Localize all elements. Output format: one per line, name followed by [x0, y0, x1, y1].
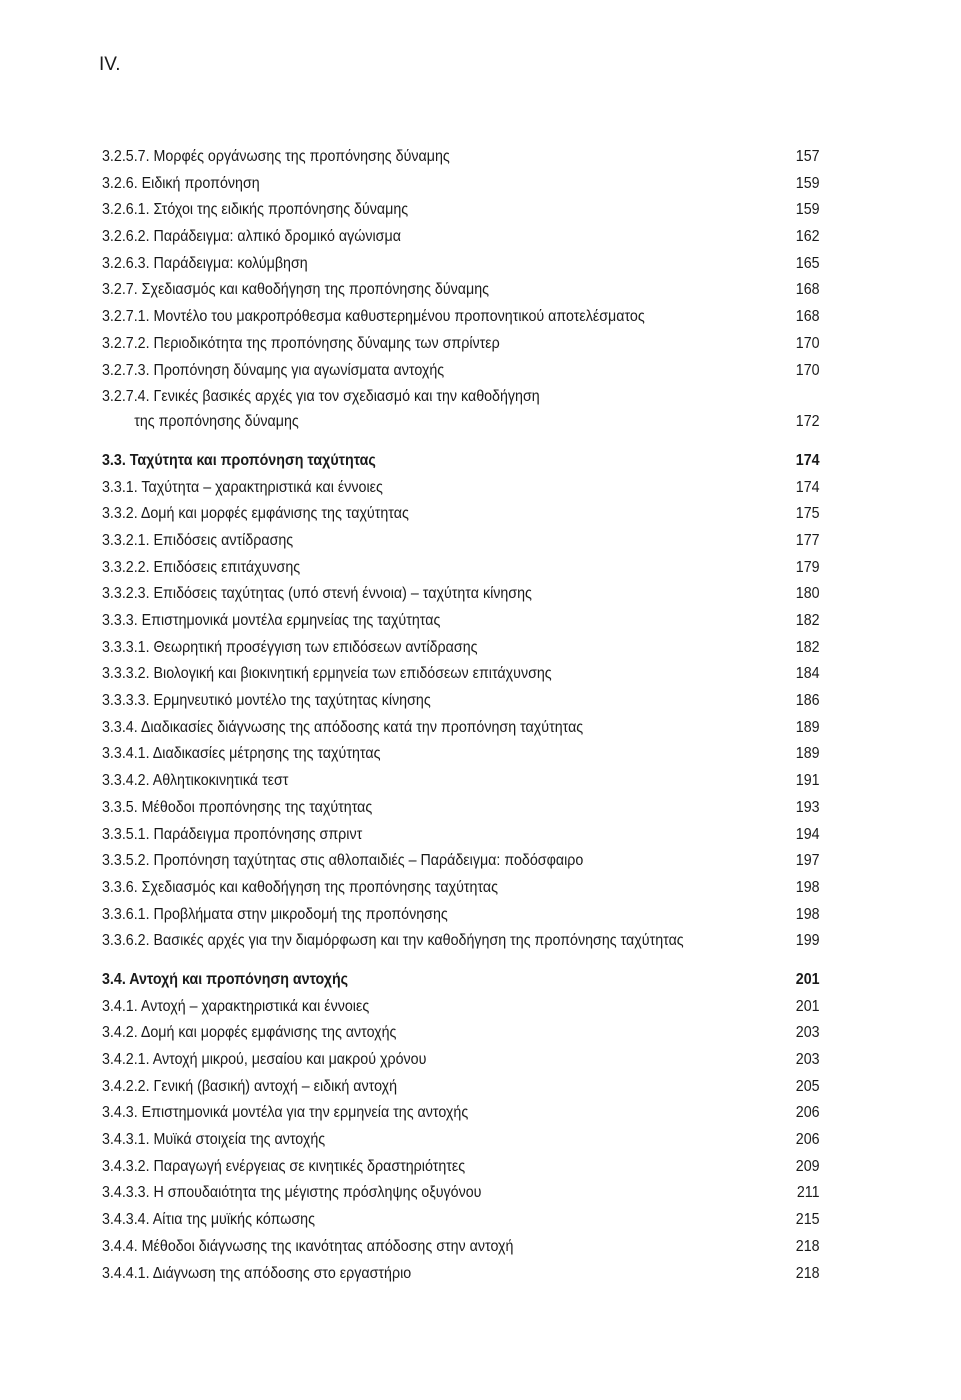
- toc-entry-text: Περιοδικότητα της προπόνησης δύναμης των σπρίντερ: [153, 334, 500, 352]
- toc-entry-title: [102, 688, 431, 715]
- toc-entry-title: [102, 1180, 481, 1207]
- toc-entry: [102, 528, 820, 555]
- toc-entry: [102, 928, 820, 955]
- toc-entry-text: Διαδικασίες μέτρησης της ταχύτητας: [152, 745, 381, 763]
- toc-entry-text: Επιδόσεις ταχύτητας (υπό στενή έννοια) – ταχύτητα κίνησης: [153, 585, 532, 603]
- toc-entry-title: [102, 528, 293, 555]
- toc-page-number: 159: [795, 174, 820, 192]
- toc-entry-title: [102, 875, 498, 902]
- toc-entry-title: [102, 848, 583, 875]
- toc-entry-title: [102, 224, 401, 251]
- toc-page-number: 194: [795, 825, 820, 843]
- toc-entry-title: [102, 967, 348, 994]
- toc-entry-text: Μυϊκά στοιχεία της αντοχής: [153, 1131, 326, 1149]
- toc-page-number: 198: [795, 878, 820, 896]
- toc-entry: [102, 994, 820, 1021]
- toc-entry-text: Βασικές αρχές για την διαμόρφωση και την καθοδήγηση της προπόνησης ταχύτητας: [153, 932, 684, 950]
- toc-entry-text: Δομή και μορφές εμφάνισης της αντοχής: [140, 1024, 397, 1042]
- toc-entry-title: [102, 635, 478, 662]
- toc-entry-number: 3.4.4.1.: [102, 1264, 150, 1282]
- toc-entry: [102, 358, 820, 385]
- toc-entry-title: [102, 251, 308, 278]
- toc-entry-title: [102, 608, 440, 635]
- toc-page-number: 170: [795, 334, 820, 352]
- toc-page-number: 191: [795, 772, 820, 790]
- toc-entry-number: 3.2.7.1.: [102, 308, 150, 326]
- toc-entry-title: [102, 501, 409, 528]
- toc-page-number: 218: [795, 1264, 820, 1282]
- toc-entry: [102, 661, 820, 688]
- toc-entry-title: [102, 384, 540, 411]
- toc-entry-title: [102, 994, 369, 1021]
- toc-entry-text: Γενική (βασική) αντοχή – ειδική αντοχή: [153, 1077, 398, 1095]
- toc-entry-number: 3.4.3.4.: [102, 1211, 150, 1229]
- toc-entry-title: [102, 1074, 397, 1101]
- toc-entry-number: 3.2.6.: [102, 174, 138, 192]
- toc-entry-number: 3.2.7.3.: [102, 361, 150, 379]
- toc-page-number: 159: [795, 201, 820, 219]
- toc-entry-title: [102, 331, 500, 358]
- toc-entry-text: Επιδόσεις επιτάχυνσης: [153, 558, 301, 576]
- toc-entry-title: [102, 795, 372, 822]
- toc-entry-text: Επιστημονικά μοντέλα για την ερμηνεία της αντοχής: [141, 1104, 469, 1122]
- toc-page-number: 198: [795, 905, 820, 923]
- toc-entry-text: Διάγνωση της απόδοσης στο εργαστήριο: [152, 1264, 412, 1282]
- toc-entry-title: [102, 475, 383, 502]
- toc-page-number: 203: [795, 1051, 820, 1068]
- toc-entry-title: [102, 448, 376, 475]
- toc-page-number: 209: [795, 1157, 820, 1175]
- toc-entry-number: 3.3.3.2.: [102, 665, 150, 683]
- toc-entry-text: Αντοχή και προπόνηση αντοχής: [129, 970, 349, 988]
- toc-entry-number: 3.3.2.: [102, 505, 138, 523]
- toc-entry-number: 3.3.4.1.: [102, 745, 150, 763]
- toc-entry: [102, 1234, 820, 1261]
- toc-entry-text: Μοντέλο του μακροπρόθεσμα καθυστερημένου προπονητικού αποτελέσματος: [153, 308, 645, 326]
- toc-page-number: 189: [795, 745, 820, 763]
- toc-entry: [102, 715, 820, 742]
- toc-entry-text: Αίτια της μυϊκής κόπωσης: [152, 1211, 315, 1229]
- toc-entry-title: [102, 1234, 513, 1261]
- toc-entry-title: [102, 1100, 468, 1127]
- toc-entry: [102, 1180, 820, 1207]
- toc-entry-number: 3.4.3.1.: [102, 1131, 150, 1149]
- toc-entry: [102, 848, 820, 875]
- toc-entry: [102, 251, 820, 278]
- toc-entry-number: 3.4.1.: [102, 997, 138, 1015]
- toc-entry: [102, 741, 820, 768]
- page-number: IV.: [99, 54, 121, 75]
- toc-page-number: 186: [795, 692, 820, 710]
- toc-entry-text: Στόχοι της ειδικής προπόνησης δύναμης: [153, 201, 409, 219]
- toc-entry-text: Μέθοδοι προπόνησης της ταχύτητας: [141, 798, 373, 816]
- toc-entry: [102, 1207, 820, 1234]
- toc-entry-number: 3.2.6.1.: [102, 201, 150, 219]
- toc-page-number: 182: [795, 638, 820, 656]
- toc-entry-title: [102, 1154, 465, 1181]
- toc-entry-number: 3.4.: [102, 970, 126, 988]
- toc-entry: [102, 1020, 820, 1047]
- toc-page-number: 168: [795, 308, 820, 326]
- toc-entry: [102, 1154, 820, 1181]
- toc-entry-title: [102, 171, 260, 198]
- toc-entry-number: 3.2.6.3.: [102, 254, 150, 272]
- toc-page-number: 203: [795, 1024, 820, 1042]
- toc-entry-number: 3.4.3.2.: [102, 1157, 150, 1175]
- toc-page-number: 211: [796, 1184, 820, 1202]
- toc-entry: [102, 171, 820, 198]
- toc-entry-text: Σχεδιασμός και καθοδήγηση της προπόνησης ταχύτητας: [141, 878, 499, 896]
- toc-entry-title: [102, 928, 684, 955]
- toc-entry-title: [102, 1207, 315, 1234]
- toc-entry-text: Βιολογική και βιοκινητική ερμηνεία των επιδόσεων επιτάχυνσης: [153, 665, 552, 683]
- toc-entry-number: 3.2.5.7.: [102, 148, 150, 165]
- toc-page-number: 197: [795, 852, 820, 870]
- toc-entry-text: Επιστημονικά μοντέλα ερμηνείας της ταχύτητας: [141, 612, 441, 629]
- toc-page-number: 174: [795, 478, 820, 496]
- toc-entry-text: Ειδική προπόνηση: [141, 174, 260, 192]
- toc-page-number: 184: [795, 665, 820, 683]
- toc-page-number: 206: [795, 1131, 820, 1149]
- toc-entry-title: [102, 197, 408, 224]
- toc-entry-text: Σχεδιασμός και καθοδήγηση της προπόνησης δύναμης: [141, 281, 490, 299]
- toc-entry-title: [102, 1127, 325, 1154]
- toc-entry: [102, 1047, 820, 1074]
- toc-entry: [102, 475, 820, 502]
- toc-page-number: 206: [795, 1104, 820, 1122]
- toc-page-number: 175: [795, 505, 820, 523]
- toc-entry-text: Διαδικασίες διάγνωσης της απόδοσης κατά την προπόνηση ταχύτητας: [140, 718, 584, 736]
- toc-entry-number: 3.2.7.: [102, 281, 138, 299]
- toc-entry-title: [102, 1020, 396, 1047]
- toc-entry: [102, 304, 820, 331]
- toc-entry-number: 3.3.2.1.: [102, 531, 150, 549]
- toc-page-number: 189: [795, 718, 820, 736]
- toc-entry-text: Παράδειγμα: κολύμβηση: [153, 254, 308, 272]
- toc-entry-title: [102, 741, 380, 768]
- toc-entry: [102, 1261, 820, 1288]
- toc-entry: [102, 795, 820, 822]
- toc-entry: [102, 277, 820, 304]
- toc-entry-title: [102, 768, 288, 795]
- toc-entry: [102, 1100, 820, 1127]
- toc-entry: [102, 875, 820, 902]
- toc-page-number: 180: [795, 585, 820, 603]
- toc-entry-text: Αθλητικοκινητικά τεστ: [152, 772, 289, 790]
- toc-entry-number: 3.3.3.3.: [102, 692, 150, 710]
- toc-entry-text: Γενικές βασικές αρχές για τον σχεδιασμό και την καθοδήγηση: [153, 388, 540, 406]
- toc-entry: [102, 501, 820, 528]
- toc-entry: [102, 768, 820, 795]
- toc-entry-number: 3.4.2.: [102, 1024, 138, 1042]
- toc-page-number: 182: [795, 612, 820, 629]
- toc-entry-text: της προπόνησης δύναμης: [134, 413, 299, 431]
- toc-entry-title: [102, 661, 552, 688]
- toc-page-number: 157: [795, 148, 820, 165]
- toc-entry-number: 3.3.: [102, 451, 126, 469]
- toc-entry: [102, 1074, 820, 1101]
- toc-entry-title: [102, 902, 448, 929]
- toc-entry: [102, 384, 766, 409]
- toc-entry-text: Ταχύτητα και προπόνηση ταχύτητας: [129, 451, 376, 469]
- toc-entry: [102, 224, 820, 251]
- toc-page-number: 162: [795, 228, 820, 246]
- toc-entry-number: 3.3.3.: [102, 612, 138, 629]
- toc-entry-number: 3.3.6.1.: [102, 905, 150, 923]
- toc-entry: [102, 1127, 820, 1154]
- table-of-contents: [102, 144, 824, 1287]
- toc-entry-number: 3.3.5.1.: [102, 825, 150, 843]
- toc-entry-title: [102, 304, 645, 331]
- toc-entry-title: [102, 1047, 426, 1074]
- toc-entry-text: Παράδειγμα: αλπικό δρομικό αγώνισμα: [153, 228, 401, 246]
- toc-entry-number: 3.3.3.1.: [102, 638, 150, 656]
- toc-page-number: 170: [795, 361, 820, 379]
- toc-entry-text: Προπόνηση δύναμης για αγωνίσματα αντοχής: [153, 361, 445, 379]
- toc-page-number: 193: [795, 798, 820, 816]
- toc-entry-number: 3.3.2.3.: [102, 585, 150, 603]
- toc-entry: [102, 822, 820, 849]
- toc-entry-text: Επιδόσεις αντίδρασης: [153, 531, 294, 549]
- toc-entry-text: Η σπουδαιότητα της μέγιστης πρόσληψης οξυγόνου: [153, 1184, 482, 1202]
- toc-entry: [102, 581, 820, 608]
- toc-page-number: 218: [795, 1237, 820, 1255]
- toc-entry-number: 3.3.4.2.: [102, 772, 150, 790]
- toc-entry: [102, 331, 820, 358]
- toc-page-number: 168: [795, 281, 820, 299]
- toc-entry: [102, 197, 820, 224]
- toc-page-number: 215: [795, 1211, 820, 1229]
- toc-entry: [102, 555, 820, 582]
- toc-section-heading: [102, 448, 820, 475]
- toc-entry-text: Παράδειγμα προπόνησης σπριντ: [153, 825, 363, 843]
- toc-entry-title: [102, 144, 450, 171]
- toc-page-number: 205: [795, 1077, 820, 1095]
- toc-entry-title: [102, 715, 583, 742]
- toc-entry-number: 3.4.3.: [102, 1104, 138, 1122]
- toc-entry-title: [102, 555, 300, 582]
- toc-page-number: 201: [795, 997, 820, 1015]
- toc-entry-number: 3.3.6.: [102, 878, 138, 896]
- toc-entry-text: Μέθοδοι διάγνωσης της ικανότητας απόδοσης στην αντοχή: [141, 1237, 514, 1255]
- toc-entry-text: Δομή και μορφές εμφάνισης της ταχύτητας: [140, 505, 409, 523]
- toc-entry-number: 3.4.4.: [102, 1237, 138, 1255]
- toc-entry-number: 3.3.5.2.: [102, 852, 150, 870]
- toc-entry: [102, 688, 820, 715]
- toc-entry-text: Προπόνηση ταχύτητας στις αθλοπαιδιές – Παράδειγμα: ποδόσφαιρο: [153, 852, 584, 870]
- toc-page-number: 177: [795, 531, 820, 549]
- toc-entry-number: 3.4.3.3.: [102, 1184, 150, 1202]
- toc-entry-continuation: [102, 409, 820, 436]
- toc-page-number: 199: [795, 932, 820, 950]
- toc-entry-title: [102, 581, 532, 608]
- toc-entry-title: [102, 822, 362, 849]
- toc-page-number: 201: [795, 970, 820, 988]
- toc-entry-number: 3.2.6.2.: [102, 228, 150, 246]
- toc-page-number: 165: [795, 254, 820, 272]
- toc-entry-number: 3.4.2.2.: [102, 1077, 150, 1095]
- toc-entry-title: [102, 1261, 411, 1288]
- toc-entry-text: Ερμηνευτικό μοντέλο της ταχύτητας κίνησης: [153, 692, 431, 710]
- toc-entry-text: Ταχύτητα – χαρακτηριστικά και έννοιες: [141, 478, 383, 496]
- toc-entry-text: Αντοχή – χαρακτηριστικά και έννοιες: [140, 997, 370, 1015]
- toc-page-number: 172: [795, 413, 820, 431]
- toc-entry-title: [102, 358, 444, 385]
- toc-section-heading: [102, 967, 820, 994]
- toc-entry: [102, 902, 820, 929]
- toc-entry-text: Προβλήματα στην μικροδομή της προπόνησης: [153, 905, 448, 923]
- toc-page-number: 179: [795, 558, 820, 576]
- toc-entry-number: 3.3.1.: [102, 478, 138, 496]
- toc-entry: [102, 144, 820, 171]
- toc-entry-title: [102, 277, 489, 304]
- toc-entry-text: Μορφές οργάνωσης της προπόνησης δύναμης: [153, 148, 450, 165]
- toc-entry-text: Αντοχή μικρού, μεσαίου και μακρού χρόνου: [152, 1051, 427, 1068]
- toc-entry-number: 3.3.5.: [102, 798, 138, 816]
- toc-entry: [102, 635, 820, 662]
- toc-entry-number: 3.2.7.2.: [102, 334, 150, 352]
- toc-entry-number: 3.2.7.4.: [102, 388, 150, 406]
- toc-entry-number: 3.4.2.1.: [102, 1051, 150, 1068]
- toc-entry-text: Παραγωγή ενέργειας σε κινητικές δραστηριότητες: [153, 1157, 466, 1175]
- toc-entry-number: 3.3.4.: [102, 718, 138, 736]
- toc-entry-text: Θεωρητική προσέγγιση των επιδόσεων αντίδρασης: [153, 638, 478, 656]
- toc-entry: [102, 608, 820, 635]
- toc-entry-number: 3.3.6.2.: [102, 932, 150, 950]
- toc-page-number: 174: [795, 451, 820, 469]
- toc-entry-number: 3.3.2.2.: [102, 558, 150, 576]
